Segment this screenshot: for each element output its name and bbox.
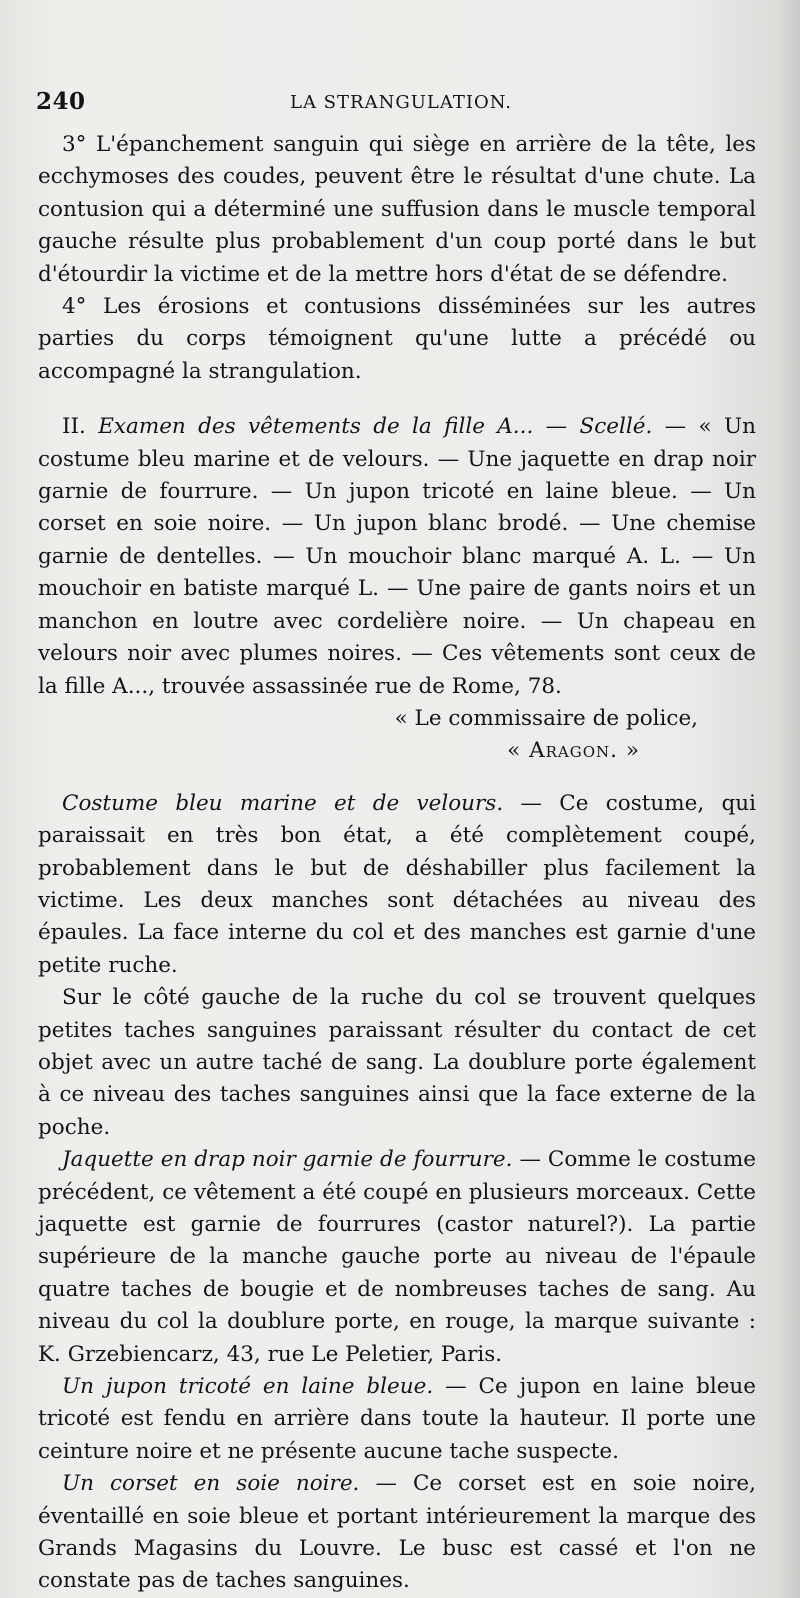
paragraph-point-4: 4° Les érosions et contusions disséminées sur les autres parties du corps témoignent qu'une lutte a précédé ou accompagné la strangulation.	[38, 294, 756, 384]
corset-heading: Un corset en soie noire.	[62, 1471, 360, 1497]
costume-body: — Ce costume, qui paraissait en très bon état, a été complètement coupé, probablement dans le but de déshabiller plus facilement la victime. Les deux manches sont détachées au niveau des épaules. La face interne du col et des manches est garnie d'une petite ruche.	[38, 790, 756, 978]
jupon-heading: Un jupon tricoté en laine bleue.	[62, 1374, 434, 1400]
signature-name: « Aragon. »	[507, 738, 640, 764]
paragraph-jupon	[38, 1371, 756, 1468]
page-number: 240	[36, 88, 86, 115]
corset-body: — Ce corset est en soie noire, éventaillé en soie bleue et portant intérieurement la marque des Grands Magasins du Louvre. Le busc est cassé et l'on ne constate pas de taches sanguines.	[38, 1471, 756, 1594]
paragraph-section-ii	[38, 411, 756, 703]
running-title: LA STRANGULATION.	[290, 92, 513, 113]
paragraph-ruche: Sur le côté gauche de la ruche du col se trouvent quelques petites taches sanguines paraissant résulter du contact de cet objet avec un autre taché de sang. La doublure porte également à ce niveau des taches sanguines ainsi que la face externe de la poche.	[38, 985, 756, 1140]
body-text	[38, 129, 756, 1598]
page-header	[36, 88, 750, 118]
jaquette-heading: Jaquette en drap noir garnie de fourrure.	[62, 1147, 513, 1173]
paragraph-corset	[38, 1468, 756, 1598]
paragraph-jaquette	[38, 1144, 756, 1371]
paragraph-costume	[38, 788, 756, 982]
signature-title: « Le commissaire de police,	[394, 705, 698, 731]
costume-heading: Costume bleu marine et de velours.	[62, 790, 504, 816]
jupon-body: — Ce jupon en laine bleue tricoté est fendu en arrière dans toute la hauteur. Il porte une ceinture noire et ne présente aucune tache suspecte.	[38, 1374, 756, 1464]
section-heading: Examen des vêtements de la fille A... — Scellé.	[98, 414, 653, 440]
jaquette-body: — Comme le costume précédent, ce vêtement a été coupé en plusieurs morceaux. Cette jaquette est garnie de fourrures (castor naturel?). La partie supérieure de la manche gauche porte au niveau de l'épaule quatre taches de bougie et de nombreuses taches de sang. Au niveau du col la doublure porte, en rouge, la marque suivante : K. Grzebiencarz, 43, rue Le Peletier, Paris.	[38, 1147, 756, 1367]
paragraph-point-3: 3° L'épanchement sanguin qui siège en arrière de la tête, les ecchymoses des coudes, peuvent être le résultat d'une chute. La contusion qui a déterminé une suffusion dans le muscle temporal gauche résulte plus probablement d'un coup porté dans le but d'étourdir la victime et de la mettre hors d'état de se défendre.	[38, 132, 756, 287]
section-number: II.	[62, 414, 86, 440]
section-body: — « Un costume bleu marine et de velours. — Une jaquette en drap noir garnie de fourrure. — Un jupon tricoté en laine bleue. — Un corset en soie noire. — Un jupon blanc brodé. — Une chemise garnie de dentelles. — Un mouchoir blanc marqué A. L. — Un mouchoir en batiste marqué L. — Une paire de gants noirs et un manchon en loutre avec cordelière noire. — Un chapeau en velours noir avec plumes noires. — Ces vêtements sont ceux de la fille A..., trouvée assassinée rue de Rome, 78.	[38, 414, 756, 699]
